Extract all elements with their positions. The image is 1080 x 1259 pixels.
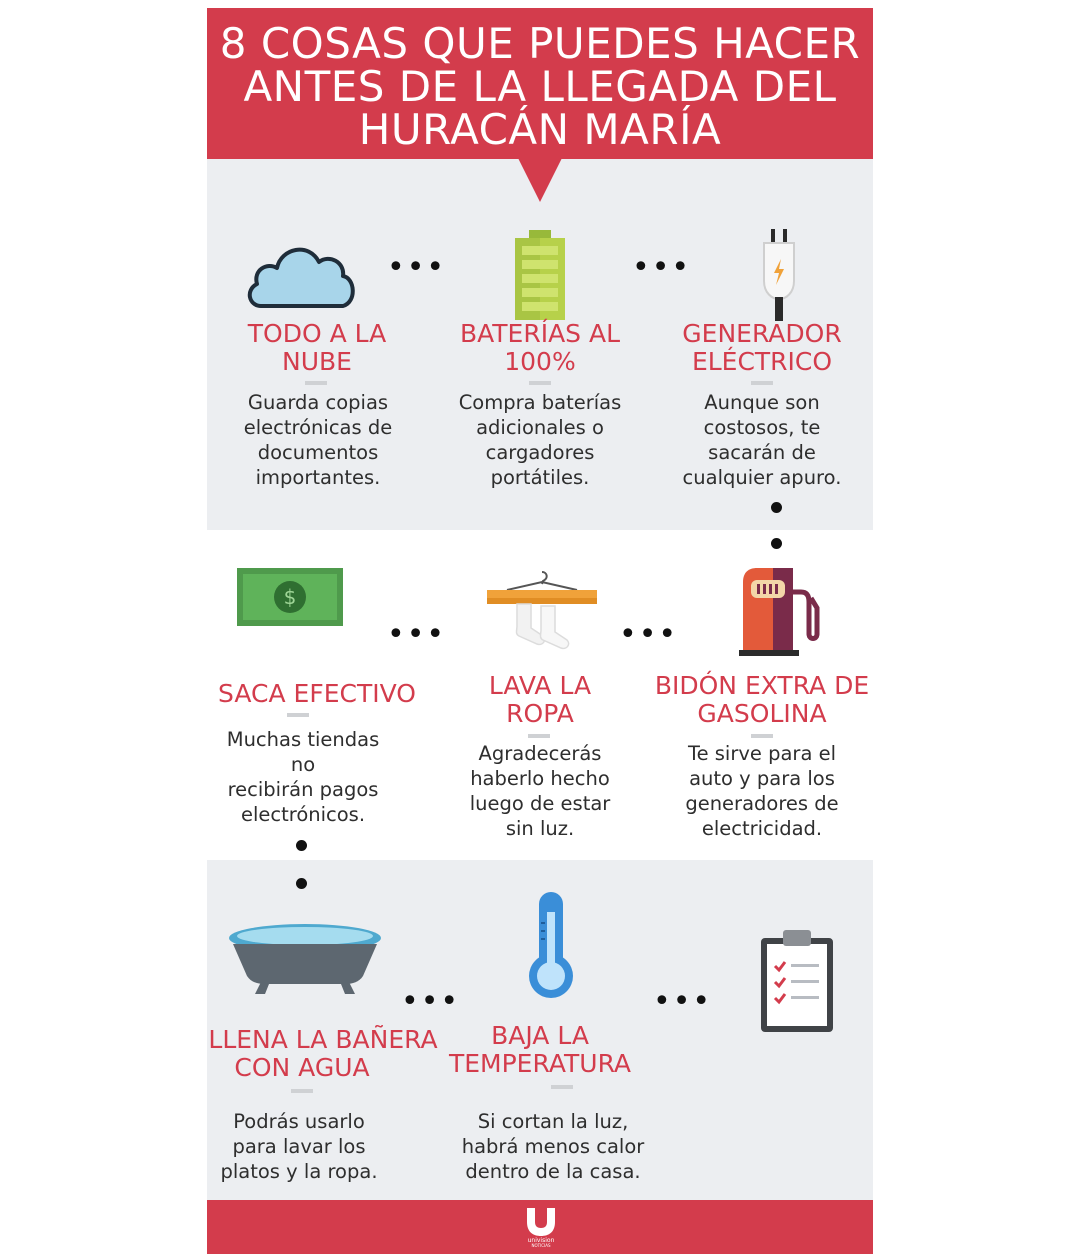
item-title-line: SACA EFECTIVO [218,679,416,708]
dot-connector [296,878,307,889]
item-description-line: portátiles. [490,466,590,489]
item-description-line: Muchas tiendas [226,728,380,751]
item-description-line: cualquier apuro. [682,466,842,489]
svg-text:$: $ [283,585,297,609]
dot-connector [771,538,782,549]
item-title-line: BATERÍAS AL [459,319,621,348]
item-description-line: Aunque son [704,391,820,414]
item-description-line: electrónicas de [243,416,393,439]
page-title-line-1: 8 COSAS QUE PUEDES HACER [219,19,861,68]
dots-connector: ••• [632,250,692,285]
battery-icon [515,230,565,320]
item-title-line: BIDÓN EXTRA DE [654,671,870,700]
plug-icon [762,229,796,321]
item-description-line: Te sirve para el [687,742,837,765]
gas-pump-icon [739,568,831,658]
item-description-line: importantes. [255,466,381,489]
divider [528,734,550,738]
item-description-line: luego de estar [469,792,611,815]
divider [291,1089,313,1093]
page-title-line-2: ANTES DE LA LLEGADA DEL [243,62,837,111]
item-description-line: costosos, te [703,416,821,439]
item-title-line: ELÉCTRICO [691,347,833,376]
dots-connector: ••• [653,984,713,1019]
item-description-line: dentro de la casa. [465,1160,641,1183]
item-title-line: LLENA LA BAÑERA [208,1025,438,1054]
item-description-line: auto y para los [689,767,835,790]
item-description-line: Si cortan la luz, [477,1110,629,1133]
item-description-line: electrónicos. [240,803,366,826]
logo-wordmark: univision [527,1237,555,1244]
thermometer-icon [525,892,577,1000]
page-title-line-3: HURACÁN MARÍA [358,105,722,154]
dot-connector [771,502,782,513]
item-description-line: Compra baterías [458,391,622,414]
item-title-line: LAVA LA [488,671,592,700]
logo-subtitle: NOTICIAS [531,1243,551,1248]
item-title-line: BAJA LA [491,1021,589,1050]
dot-connector [296,840,307,851]
item-title-line: 100% [504,347,576,376]
cash-icon [237,568,343,626]
item-title-line: GENERADOR [682,319,842,348]
divider [751,734,773,738]
cloud-icon [247,240,357,310]
item-description-line: haberlo hecho [470,767,610,790]
item-description-line: Agradecerás [478,742,602,765]
item-title-line: GASOLINA [697,699,827,728]
item-description-line: platos y la ropa. [220,1160,378,1183]
item-description-line: sin luz. [505,817,575,840]
item-description-line: Podrás usarlo [233,1110,365,1133]
item-description-line: recibirán pagos [227,778,379,801]
dots-connector: ••• [387,617,447,652]
item-description-line: sacarán de [708,441,816,464]
dots-connector: ••• [387,250,447,285]
item-description-line: cargadores [485,441,595,464]
item-description-line: habrá menos calor [461,1135,645,1158]
item-title-line: TEMPERATURA [448,1049,632,1078]
item-title-line: TODO A LA [247,319,387,348]
item-title-line: ROPA [506,699,574,728]
item-description-line: generadores de [685,792,839,815]
header-banner [207,8,873,159]
univision-logo [519,1206,563,1248]
divider [551,1085,573,1089]
divider [751,381,773,385]
item-title-line: NUBE [282,347,352,376]
bathtub-icon [227,920,383,996]
divider [305,381,327,385]
item-description-line: adicionales o [476,416,604,439]
item-description-line: documentos [257,441,379,464]
item-description-line: Guarda copias [247,391,389,414]
clipboard-icon [761,924,833,1032]
infographic-poster [207,8,873,1254]
item-title-line: CON AGUA [234,1053,370,1082]
footer-bar [207,1200,873,1254]
dots-connector: ••• [401,984,461,1019]
item-description-line: electricidad. [701,817,823,840]
item-description-line: no [290,753,316,776]
dots-connector: ••• [619,617,679,652]
divider [529,381,551,385]
header-pointer [518,158,562,202]
clothes-icon [487,570,597,652]
divider [287,713,309,717]
item-description-line: para lavar los [232,1135,366,1158]
